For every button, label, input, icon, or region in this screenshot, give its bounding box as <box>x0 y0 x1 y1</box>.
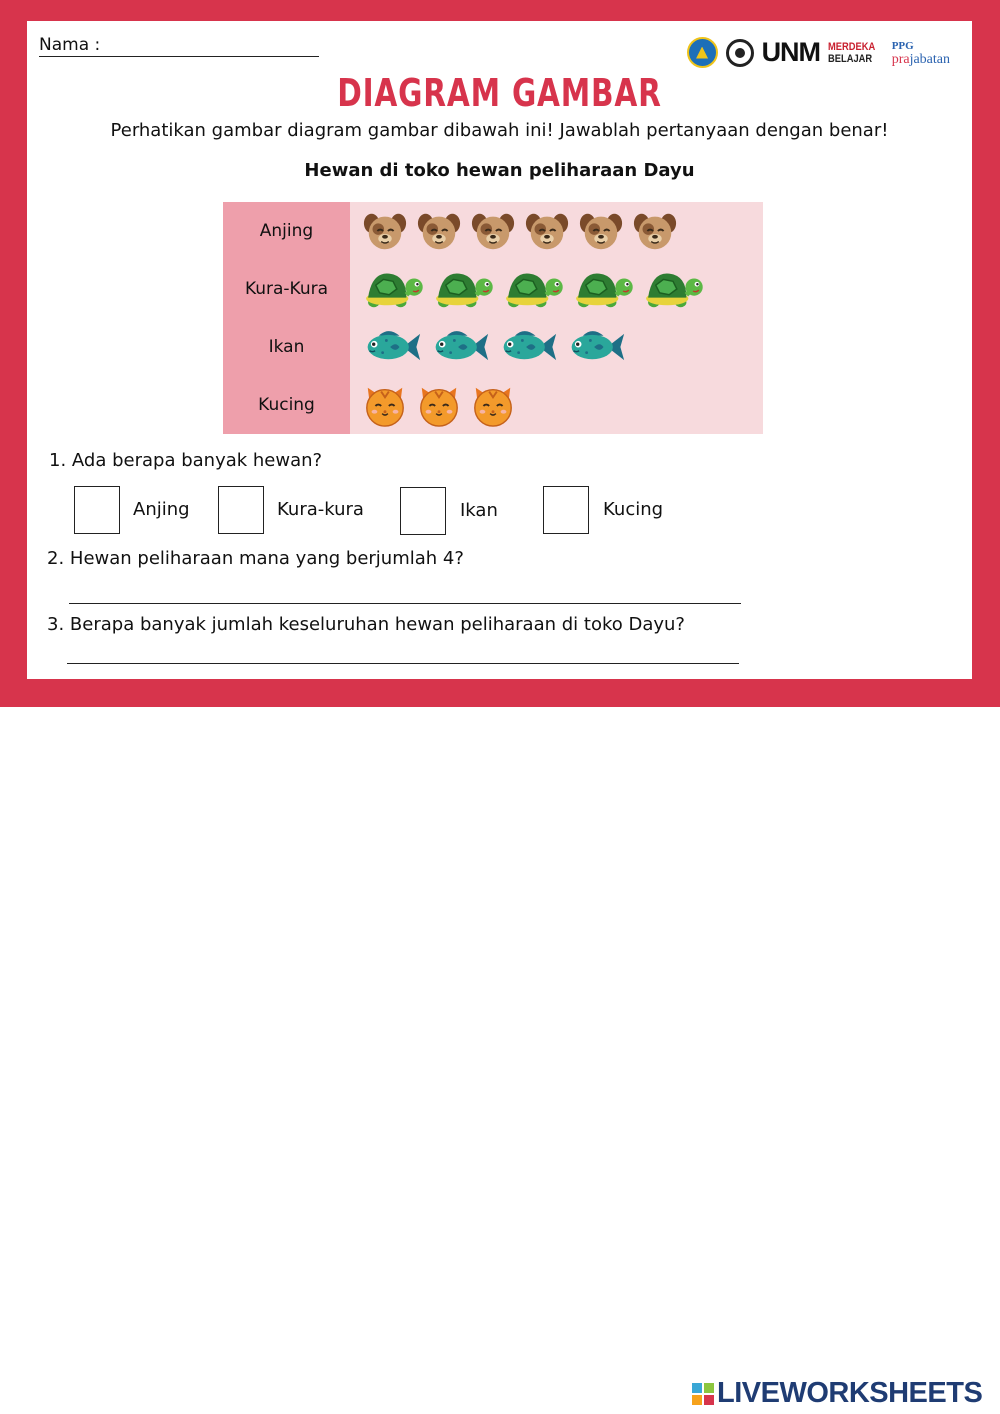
question-3-number: 3. <box>47 614 65 635</box>
option-label-ikan: Ikan <box>460 500 498 521</box>
pictograph-row <box>223 260 763 318</box>
dog-face-icon <box>578 208 624 254</box>
pictograph-row <box>223 376 763 434</box>
question-2 <box>47 548 464 569</box>
cat-face-icon <box>362 382 408 428</box>
pictograph-icons <box>350 202 763 260</box>
pictograph-category-label: Anjing <box>223 202 350 260</box>
answer-line-2[interactable] <box>69 603 741 604</box>
page-title: DIAGRAM GAMBAR <box>337 71 662 115</box>
option-label-anjing: Anjing <box>133 499 190 520</box>
dog-face-icon <box>470 208 516 254</box>
question-1 <box>49 450 322 471</box>
pictograph-table <box>223 202 763 434</box>
liveworksheets-grid-icon <box>692 1383 714 1405</box>
answer-box-anjing[interactable] <box>74 486 120 534</box>
instruction-text: Perhatikan gambar diagram gambar dibawah ini! Jawablah pertanyaan dengan benar! <box>110 120 889 141</box>
fish-icon <box>362 324 422 370</box>
pictograph-category-label: Kucing <box>223 376 350 434</box>
cat-face-icon <box>416 382 462 428</box>
answer-box-ikan[interactable] <box>400 487 446 535</box>
dog-face-icon <box>524 208 570 254</box>
turtle-icon <box>432 266 494 312</box>
belajar-text: BELAJAR <box>828 52 873 65</box>
fish-icon <box>430 324 490 370</box>
pictograph-row <box>223 318 763 376</box>
merdeka-belajar-logo <box>828 41 875 65</box>
pictograph-row <box>223 202 763 260</box>
question-2-text: Hewan peliharaan mana yang berjumlah 4? <box>69 548 464 569</box>
question-1-text: Ada berapa banyak hewan? <box>71 450 323 471</box>
question-2-number: 2. <box>47 548 65 569</box>
question-3-text: Berapa banyak jumlah keseluruhan hewan peliharaan di toko Dayu? <box>69 614 685 635</box>
option-label-kura-kura: Kura-kura <box>277 499 364 520</box>
ppg-text: PPG <box>891 39 914 52</box>
prajabatan-text: prajabatan <box>891 51 950 67</box>
turtle-icon <box>572 266 634 312</box>
dog-face-icon <box>632 208 678 254</box>
turtle-icon <box>362 266 424 312</box>
logo-bar <box>687 37 950 68</box>
ppg-prajabatan-logo <box>892 40 950 66</box>
pictograph-title: Hewan di toko hewan peliharaan Dayu <box>304 160 695 181</box>
liveworksheets-logo <box>692 1377 982 1410</box>
unm-seal-logo-icon <box>726 39 754 67</box>
fish-icon <box>498 324 558 370</box>
name-input-line[interactable] <box>39 56 319 57</box>
turtle-icon <box>642 266 704 312</box>
option-label-kucing: Kucing <box>603 499 664 520</box>
worksheet-sheet <box>27 21 972 679</box>
liveworksheets-brand-text: LIVEWORKSHEETS <box>717 1377 983 1409</box>
dog-face-icon <box>362 208 408 254</box>
pictograph-category-label: Kura-Kura <box>223 260 350 318</box>
question-1-number: 1. <box>49 450 67 471</box>
answer-box-kucing[interactable] <box>543 486 589 534</box>
turtle-icon <box>502 266 564 312</box>
fish-icon <box>566 324 626 370</box>
merdeka-text: MERDEKA <box>828 40 876 53</box>
answer-line-3[interactable] <box>67 663 739 664</box>
name-label: Nama : <box>39 35 101 55</box>
pictograph-icons <box>350 260 763 318</box>
question-3 <box>47 614 685 635</box>
tut-wuri-logo-icon <box>687 37 718 68</box>
pictograph-icons <box>350 318 763 376</box>
pictograph-category-label: Ikan <box>223 318 350 376</box>
cat-face-icon <box>470 382 516 428</box>
pictograph-icons <box>350 376 763 434</box>
unm-logo-text: UNM <box>761 37 821 67</box>
answer-box-kura-kura[interactable] <box>218 486 264 534</box>
dog-face-icon <box>416 208 462 254</box>
